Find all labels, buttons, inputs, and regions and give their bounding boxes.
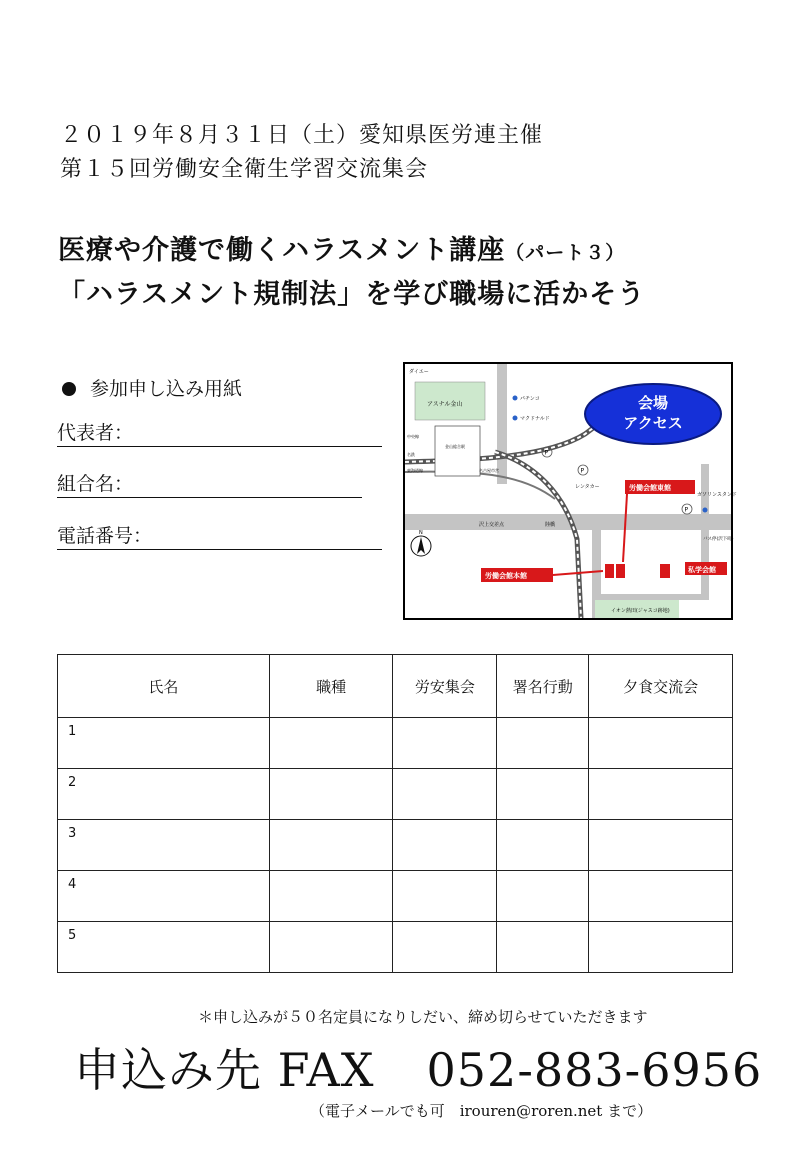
fax-number: 052-883-6956 [426, 1043, 763, 1097]
email-note: （電子メールでも可 irouren@roren.net まで） [310, 1102, 653, 1120]
table-cell[interactable] [497, 871, 589, 922]
table-header-row [58, 655, 733, 718]
map-marker-mcdonalds [513, 416, 518, 421]
table-cell[interactable] [269, 769, 393, 820]
badge-line-1: 会場 [637, 394, 669, 412]
lecture-title [58, 228, 625, 267]
form-heading-label: 参加申し込み用紙 [90, 378, 243, 400]
map-label-meitetsu: 名鉄 [407, 452, 415, 457]
table-cell[interactable] [589, 922, 733, 973]
lecture-part: （パート３） [505, 242, 626, 264]
map-label-north: N [419, 530, 423, 536]
north-arrow-pointer [417, 537, 425, 554]
row-number[interactable]: 1 [58, 718, 270, 769]
map-road-vertical [497, 364, 507, 484]
map-label-pachinko: パチンコ [520, 396, 540, 402]
map-label-aeon: イオン熱田(ジャスコ跡地) [611, 608, 670, 614]
header-safety-meeting: 労安集会 [393, 655, 497, 718]
table-row [58, 718, 733, 769]
map-railway-south [495, 449, 581, 618]
table-cell[interactable] [393, 820, 497, 871]
map-label-main-hall: 労働会館本館 [485, 572, 527, 580]
map-label-parking-2: P [580, 467, 585, 475]
row-number[interactable]: 5 [58, 922, 270, 973]
map-label-kanayama-station: 金山総合駅 [445, 444, 465, 449]
map-marker-gas-station [703, 508, 708, 513]
table-cell[interactable] [497, 769, 589, 820]
map-label-asunal: アスナル金山 [427, 401, 463, 408]
table-row [58, 769, 733, 820]
table-cell[interactable] [497, 820, 589, 871]
map-main-hall-building-2 [616, 564, 625, 578]
form-heading [62, 374, 242, 401]
table-row [58, 820, 733, 871]
header-dinner: 夕食交流会 [589, 655, 733, 718]
lecture-subtitle: 「ハラスメント規制法」を学び職場に活かそう [58, 279, 646, 310]
map-label-daiei: ダイエー [409, 369, 429, 375]
map-label-east-hall: 労働会館東館 [629, 484, 671, 492]
map-label-road: 陸橋 [545, 522, 556, 528]
map-label-chuo-line: 中央線 [407, 434, 419, 439]
table-cell[interactable] [269, 922, 393, 973]
map-label-private-school: 私学会館 [688, 566, 716, 574]
event-date-organizer: ２０１９年８月３１日（土）愛知県医労連主催 [60, 123, 544, 148]
capacity-note: ＊申し込みが５０名定員になりしだい、締め切らせていただきます [198, 1008, 648, 1026]
map-road-bottom [592, 594, 709, 600]
table-cell[interactable] [589, 718, 733, 769]
representative-field[interactable]: 代表者： [57, 418, 382, 447]
table-cell[interactable] [497, 922, 589, 973]
header-occupation: 職種 [269, 655, 393, 718]
header-name: 氏名 [58, 655, 270, 718]
map-kanayama-station [435, 426, 480, 476]
table-cell[interactable] [269, 820, 393, 871]
map-label-rental-car: レンタカー [575, 484, 600, 490]
table-cell[interactable] [589, 769, 733, 820]
row-number[interactable]: 3 [58, 820, 270, 871]
map-label-parking-1: P [544, 449, 549, 457]
event-name: 第１５回労働安全衛生学習交流集会 [60, 157, 429, 182]
table-cell[interactable] [393, 769, 497, 820]
map-label-tokaido: 東海道線 [407, 468, 423, 473]
map-svg [405, 364, 737, 618]
table-row [58, 871, 733, 922]
header-signature-action: 署名行動 [497, 655, 589, 718]
table-cell[interactable] [497, 718, 589, 769]
participant-table [57, 654, 733, 973]
table-cell[interactable] [393, 922, 497, 973]
row-number[interactable]: 2 [58, 769, 270, 820]
table-cell[interactable] [269, 718, 393, 769]
map-label-gas-station: ガソリンスタンド [697, 492, 737, 498]
access-map [403, 362, 737, 620]
table-cell[interactable] [589, 820, 733, 871]
map-label-intersection: 沢上交差点 [479, 522, 505, 528]
row-number[interactable]: 4 [58, 871, 270, 922]
badge-line-2: アクセス [623, 414, 683, 432]
table-cell[interactable] [393, 718, 497, 769]
bullet-icon [62, 382, 76, 396]
phone-number-field[interactable]: 電話番号： [57, 521, 382, 550]
map-road-east [701, 464, 709, 600]
map-marker-pachinko [513, 396, 518, 401]
lecture-title-main: 医療や介護で働くハラスメント講座 [58, 235, 506, 266]
map-label-mcdonalds: マクドナルド [520, 416, 550, 422]
table-cell[interactable] [589, 871, 733, 922]
map-label-meidou: 名古屋市営 [479, 468, 499, 473]
map-label-parking-3: P [684, 506, 689, 514]
map-private-school-building [660, 564, 670, 578]
map-main-hall-building [605, 564, 614, 578]
table-cell[interactable] [393, 871, 497, 922]
table-row [58, 922, 733, 973]
fax-destination [74, 1034, 762, 1100]
map-label-bus-stop: バス停(沢下町) [703, 537, 734, 542]
fax-label: 申込み先 FAX [74, 1043, 375, 1097]
union-name-field[interactable]: 組合名： [57, 469, 362, 498]
table-cell[interactable] [269, 871, 393, 922]
